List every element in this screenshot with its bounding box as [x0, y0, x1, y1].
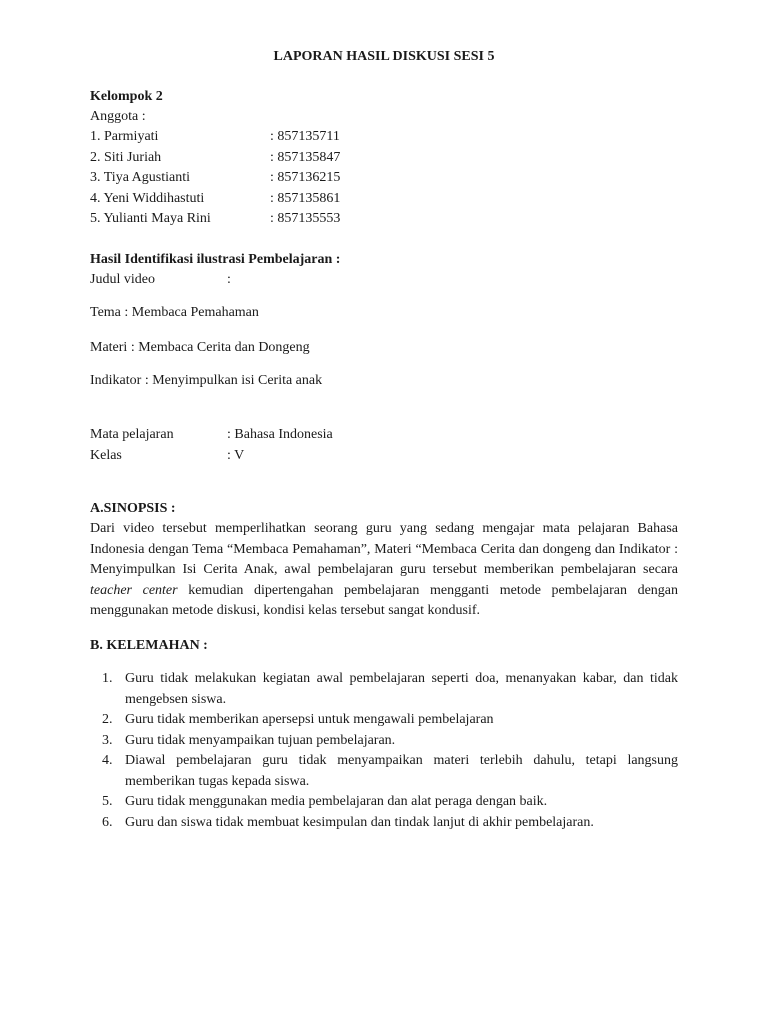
member-nim: : 857135861: [270, 190, 341, 206]
weakness-list: [90, 669, 678, 833]
list-item-text: Guru tidak menyampaikan tujuan pembelajaran.: [125, 732, 396, 748]
video-title-value: :: [227, 272, 231, 287]
list-item-text: Guru tidak melakukan kegiatan awal pembelajaran seperti doa, menanyakan kabar, dan tidak mengebsen siswa.: [125, 671, 678, 707]
member-row: [90, 189, 678, 210]
list-item-text: Diawal pembelajaran guru tidak menyampaikan materi terlebih dahulu, tetapi langsung memberikan tugas kepada siswa.: [125, 753, 678, 789]
member-row: [90, 168, 678, 189]
list-item: [90, 792, 678, 813]
member-row: [90, 209, 678, 230]
member-nim: : 857135847: [270, 149, 341, 165]
synopsis-heading: A.SINOPSIS :: [90, 501, 176, 516]
list-item: [90, 710, 678, 731]
member-name: 4. Yeni Widdihastuti: [90, 190, 205, 206]
member-row: [90, 148, 678, 169]
member-name: 3. Tiya Agustianti: [90, 170, 190, 185]
video-title-row: [90, 270, 678, 291]
list-item-text: Guru dan siswa tidak membuat kesimpulan dan tindak lanjut di akhir pembelajaran.: [125, 814, 594, 830]
list-item-number: 4.: [102, 753, 113, 768]
materi-line: Materi : Membaca Cerita dan Dongeng: [90, 340, 310, 355]
member-name: 2. Siti Juriah: [90, 149, 162, 165]
list-item: [90, 751, 678, 792]
class-label: Kelas: [90, 447, 122, 463]
video-title-label: Judul video: [90, 272, 155, 287]
synopsis-text-italic: teacher center: [90, 582, 178, 598]
list-item: [90, 669, 678, 710]
members-label: Anggota :: [90, 109, 146, 124]
class-value: : V: [227, 447, 245, 463]
member-name: 1. Parmiyati: [90, 129, 159, 144]
identification-heading: Hasil Identifikasi ilustrasi Pembelajaran :: [90, 252, 341, 267]
weakness-heading: B. KELEMAHAN :: [90, 638, 208, 653]
list-item-text: Guru tidak menggunakan media pembelajaran dan alat peraga dengan baik.: [125, 794, 548, 809]
synopsis-paragraph: [90, 519, 678, 622]
tema-line: Tema : Membaca Pemahaman: [90, 305, 259, 320]
list-item-number: 1.: [102, 671, 113, 686]
member-nim: : 857135553: [270, 211, 341, 226]
subject-row: [90, 425, 678, 446]
subject-value: : Bahasa Indonesia: [227, 427, 333, 442]
list-item-number: 2.: [102, 712, 113, 727]
list-item: [90, 813, 678, 834]
indikator-line: Indikator : Menyimpulkan isi Cerita anak: [90, 373, 323, 388]
class-row: [90, 446, 678, 467]
list-item-number: 3.: [102, 732, 113, 748]
member-nim: : 857136215: [270, 170, 341, 185]
list-item-number: 5.: [102, 794, 113, 809]
synopsis-text-end: kemudian dipertengahan pembelajaran mengganti metode pembelajaran dengan menggunakan metode diskusi, kondisi kelas tersebut sangat kondusif.: [90, 582, 678, 618]
group-heading: Kelompok 2: [90, 89, 163, 104]
subject-label: Mata pelajaran: [90, 427, 174, 442]
member-nim: : 857135711: [270, 129, 340, 144]
list-item: [90, 731, 678, 752]
member-name: 5. Yulianti Maya Rini: [90, 211, 211, 226]
list-item-number: 6.: [102, 814, 113, 830]
member-row: [90, 127, 678, 148]
list-item-text: Guru tidak memberikan apersepsi untuk mengawali pembelajaran: [125, 712, 494, 727]
synopsis-text-start: Dari video tersebut memperlihatkan seorang guru yang sedang mengajar mata pelajaran Bahasa Indonesia dengan Tema “Membaca Pemahaman”, Materi “Membaca Cerita dan dongeng dan Indikator : Menyimpulkan Isi Cerita Anak, awal pembelajaran guru tersebut memberikan pembelajaran secara: [90, 521, 678, 577]
page-title: LAPORAN HASIL DISKUSI SESI 5: [273, 49, 495, 64]
